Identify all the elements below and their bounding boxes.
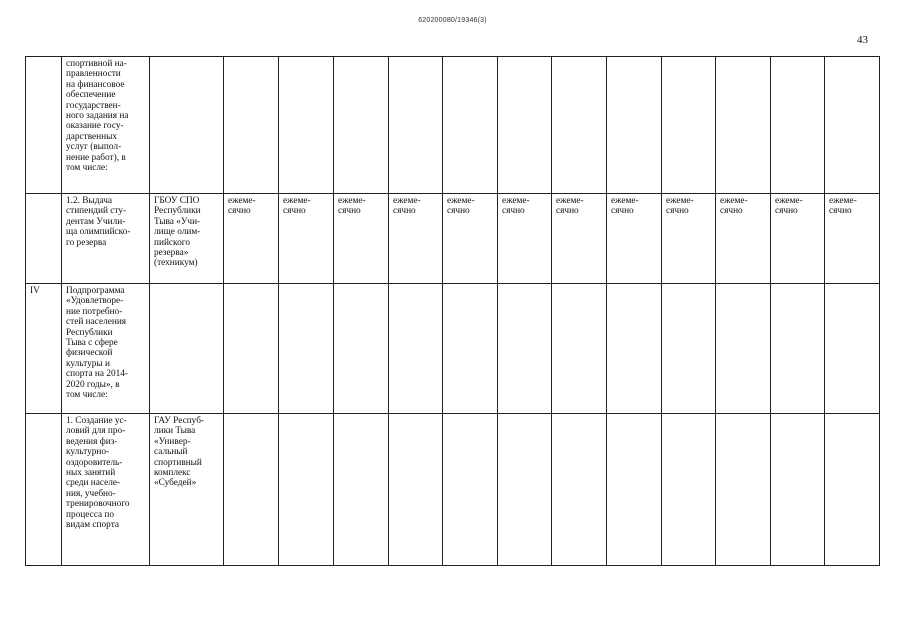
period-cell xyxy=(443,414,498,566)
period-cell: ежеме- сячно xyxy=(662,194,716,284)
table-row xyxy=(26,194,880,284)
period-cell xyxy=(771,57,825,194)
period-cell xyxy=(389,57,443,194)
period-cell: ежеме- сячно xyxy=(498,194,552,284)
period-cell xyxy=(334,414,389,566)
period-cell xyxy=(334,284,389,414)
period-cell: ежеме- сячно xyxy=(389,194,443,284)
executor-cell: ГАУ Респуб- лики Тыва «Универ- сальный спортивный комплекс «Субедей» xyxy=(150,414,224,566)
period-cell xyxy=(224,414,279,566)
period-cell xyxy=(716,57,771,194)
row-number-cell xyxy=(26,414,62,566)
table-row xyxy=(26,57,880,194)
period-cell xyxy=(498,284,552,414)
period-cell xyxy=(552,57,607,194)
measure-cell: спортивной на- правленности на финансовое обеспечение государствен- ного задания на оказание госу- дарственных услуг (выпол- нение работ), в том числе: xyxy=(62,57,150,194)
row-number-cell: IV xyxy=(26,284,62,414)
period-cell xyxy=(607,414,662,566)
period-cell xyxy=(607,57,662,194)
period-cell xyxy=(662,284,716,414)
period-cell: ежеме- сячно xyxy=(771,194,825,284)
period-cell xyxy=(825,414,880,566)
period-cell xyxy=(224,57,279,194)
period-cell: ежеме- сячно xyxy=(443,194,498,284)
period-cell xyxy=(716,284,771,414)
measure-cell: 1. Создание ус- ловий для про- ведения физ- культурно- оздоровитель- ных занятий среди населе- ния, учебно- тренировочного процесса по видам спорта xyxy=(62,414,150,566)
period-cell xyxy=(825,57,880,194)
table-row xyxy=(26,414,880,566)
period-cell: ежеме- сячно xyxy=(552,194,607,284)
period-cell: ежеме- сячно xyxy=(607,194,662,284)
period-cell xyxy=(662,57,716,194)
period-cell: ежеме- сячно xyxy=(279,194,334,284)
executor-cell xyxy=(150,284,224,414)
executor-cell xyxy=(150,57,224,194)
period-cell xyxy=(443,57,498,194)
period-cell xyxy=(334,57,389,194)
period-cell xyxy=(716,414,771,566)
document-id: 620200080/19346(3) xyxy=(418,17,487,24)
period-cell: ежеме- сячно xyxy=(716,194,771,284)
period-cell xyxy=(443,284,498,414)
period-cell xyxy=(552,414,607,566)
period-cell xyxy=(771,414,825,566)
measure-cell: 1.2. Выдача стипендий сту- дентам Учили- ща олимпийско- го резерва xyxy=(62,194,150,284)
period-cell xyxy=(279,57,334,194)
period-cell: ежеме- сячно xyxy=(224,194,279,284)
period-cell xyxy=(389,284,443,414)
period-cell xyxy=(279,414,334,566)
period-cell xyxy=(552,284,607,414)
period-cell xyxy=(224,284,279,414)
period-cell xyxy=(607,284,662,414)
period-cell: ежеме- сячно xyxy=(825,194,880,284)
period-cell xyxy=(771,284,825,414)
period-cell xyxy=(498,57,552,194)
period-cell xyxy=(662,414,716,566)
table-row xyxy=(26,284,880,414)
row-number-cell xyxy=(26,194,62,284)
measure-cell: Подпрограмма «Удовлетворе- ние потребно- стей населения Республики Тыва с сфере физической культуры и спорта на 2014- 2020 годы», в том числе: xyxy=(62,284,150,414)
page-number: 43 xyxy=(857,34,868,46)
period-cell xyxy=(825,284,880,414)
activity-plan-table xyxy=(25,56,880,566)
executor-cell: ГБОУ СПО Республики Тыва «Учи- лище олим- пийского резерва» (техникум) xyxy=(150,194,224,284)
period-cell xyxy=(389,414,443,566)
period-cell xyxy=(279,284,334,414)
row-number-cell xyxy=(26,57,62,194)
period-cell: ежеме- сячно xyxy=(334,194,389,284)
period-cell xyxy=(498,414,552,566)
